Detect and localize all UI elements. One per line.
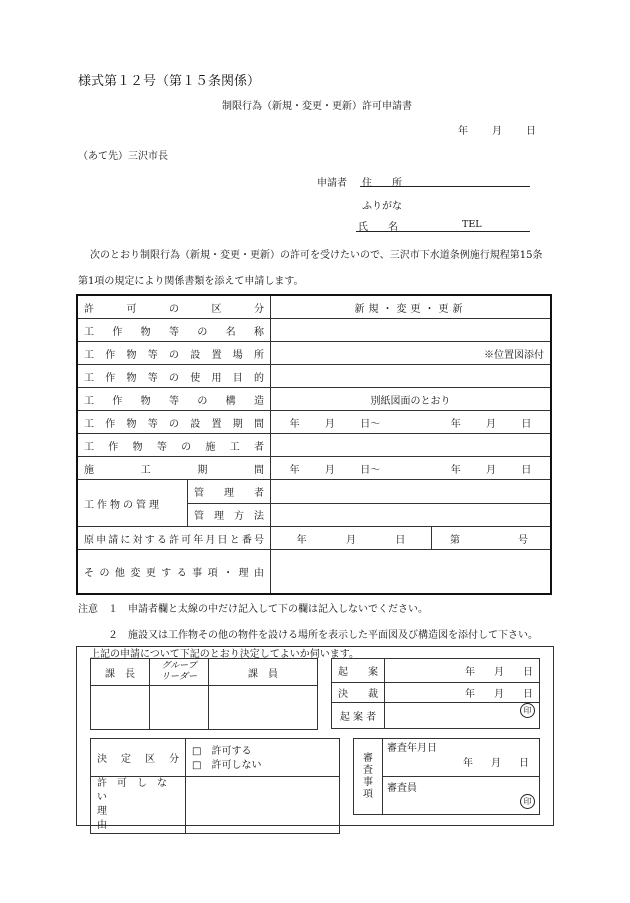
kessai-date[interactable]: 年 月 日: [385, 683, 540, 703]
kiansha-label: 起 案 者: [332, 703, 385, 729]
review-table: [353, 738, 540, 815]
install-period-value[interactable]: 年 月 日〜 年 月 日: [271, 411, 552, 434]
review-date-label: 審査年月日: [387, 743, 437, 754]
addressee: （あて先）三沢市長: [78, 151, 168, 162]
drafting-table: [331, 658, 540, 729]
applicant-label: 申請者: [317, 178, 347, 189]
kain-label: 課 員: [209, 659, 318, 686]
group-leader-stamp[interactable]: [150, 686, 209, 730]
manager-label: 管 理 者: [188, 480, 270, 504]
original-permit-number[interactable]: 第 号: [432, 527, 552, 550]
location-note: ※位置図添付: [484, 349, 544, 361]
work-period-label: 施 工 期 間: [77, 457, 271, 480]
name-label: 氏 名: [358, 222, 398, 233]
other-changes-label: そ の 他 変 更 す る 事 項 ・ 理 由: [77, 550, 271, 594]
reviewer-cell[interactable]: [383, 777, 540, 815]
kacho-stamp[interactable]: [91, 686, 150, 730]
seal-icon: 印: [520, 794, 535, 809]
location-label: 工 作 物 等 の 設 置 場 所: [77, 342, 271, 365]
deny-reason-label: 許 可 し な い 理 由: [91, 777, 186, 834]
option-deny[interactable]: □ 許可しない: [192, 760, 262, 771]
review-items-label: 審 査 事 項: [354, 739, 383, 815]
kiansha-value[interactable]: [385, 703, 540, 729]
body-text-line2: 第1項の規定により関係書類を添えて申請します。: [78, 276, 304, 287]
permit-type-value[interactable]: 新規・変更・更新: [271, 295, 552, 319]
construction-value[interactable]: 別紙図面のとおり: [271, 388, 552, 411]
purpose-value[interactable]: [271, 365, 552, 388]
deny-reason-value[interactable]: [186, 777, 340, 834]
approval-stamp-table: [90, 658, 318, 730]
form-number: 様式第１２号（第１５条関係）: [78, 74, 261, 89]
location-value[interactable]: [271, 342, 552, 365]
other-changes-value[interactable]: [271, 550, 552, 594]
date-month-label: 月: [492, 126, 502, 137]
note-1: 注意 １ 申請者欄と太線の中だけ記入して下の欄は記入しないでください。: [78, 604, 428, 615]
management-group-label: 工作物の管理: [78, 480, 188, 526]
checkbox-icon[interactable]: □: [192, 746, 202, 757]
kacho-label: 課 長: [91, 659, 150, 686]
kessai-label: 決 裁: [332, 683, 385, 703]
construction-label: 工 作 物 等 の 構 造: [77, 388, 271, 411]
application-table: [76, 294, 552, 595]
name-underline[interactable]: [356, 231, 530, 232]
decision-options: [186, 739, 340, 777]
date-year-label: 年: [458, 126, 468, 137]
form-title: 制限行為（新規・変更・更新）許可申請書: [222, 101, 412, 112]
group-leader-label: グループ リーダー: [150, 659, 209, 686]
install-period-label: 工 作 物 等 の 設 置 期 間: [77, 411, 271, 434]
address-underline[interactable]: [360, 186, 530, 187]
kian-date[interactable]: 年 月 日: [385, 659, 540, 683]
structure-name-value[interactable]: [271, 319, 552, 342]
address-label: 住 所: [362, 178, 402, 189]
office-intro: 上記の申請について下記のとおり決定してよいか伺います。: [90, 649, 359, 660]
manager-value[interactable]: [271, 480, 552, 504]
structure-name-label: 工 作 物 等 の 名 称: [77, 319, 271, 342]
date-day-label: 日: [526, 126, 536, 137]
review-date-cell[interactable]: 審査年月日 年 月 日: [383, 739, 540, 777]
decision-table: [90, 738, 340, 834]
note-2: ２ 施設又は工作物その他の物件を設ける場所を表示した平面図及び構造図を添付して下さい。: [108, 630, 538, 641]
management-group: [77, 480, 271, 527]
management-method-label: 管 理 方 法: [194, 511, 264, 523]
body-text-line1: 次のとおり制限行為（新規・変更・更新）の許可を受けたいので、三沢市下水道条例施行規程第15条: [90, 250, 543, 261]
original-permit-label: 原 申 請 に 対 す る 許 可 年 月 日 と 番 号: [77, 527, 271, 550]
original-permit-date[interactable]: 年 月 日: [271, 527, 432, 550]
checkbox-icon[interactable]: □: [192, 760, 202, 771]
tel-label: TEL: [462, 219, 482, 230]
seal-icon: 印: [520, 703, 535, 718]
decision-label: 決 定 区 分: [91, 739, 186, 777]
reviewer-label: 審査員: [387, 783, 417, 794]
date-line: [458, 122, 536, 137]
contractor-value[interactable]: [271, 434, 552, 457]
contractor-label: 工 作 物 等 の 施 工 者: [77, 434, 271, 457]
option-permit[interactable]: □ 許可する: [192, 746, 252, 757]
furigana-label: ふりがな: [362, 201, 402, 212]
purpose-label: 工 作 物 等 の 使 用 目 的: [77, 365, 271, 388]
kain-stamp[interactable]: [209, 686, 318, 730]
management-method-value[interactable]: [271, 503, 552, 527]
kian-label: 起 案: [332, 659, 385, 683]
permit-type-label: 許 可 の 区 分: [77, 295, 271, 319]
work-period-value[interactable]: 年 月 日〜 年 月 日: [271, 457, 552, 480]
